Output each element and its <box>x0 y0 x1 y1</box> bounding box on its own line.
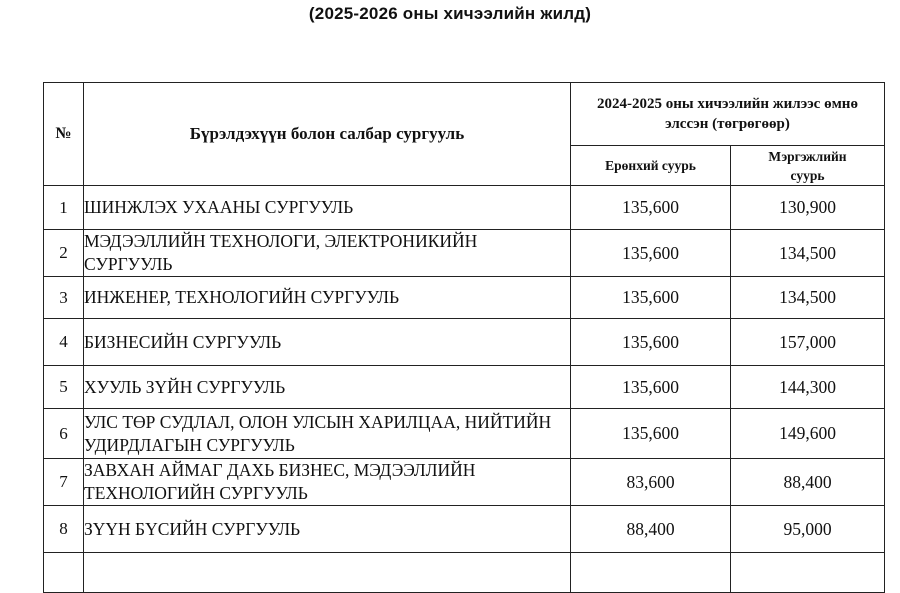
row-school-name: ЗҮҮН БҮСИЙН СУРГУУЛЬ <box>84 506 571 553</box>
row-school-name: БИЗНЕСИЙН СУРГУУЛЬ <box>84 319 571 366</box>
row-professional-fee: 130,900 <box>731 186 885 230</box>
row-school-name: ШИНЖЛЭХ УХААНЫ СУРГУУЛЬ <box>84 186 571 230</box>
row-number: 4 <box>44 319 84 366</box>
row-general-fee: 135,600 <box>571 319 731 366</box>
row-general-fee: 135,600 <box>571 230 731 277</box>
row-professional-fee: 134,500 <box>731 277 885 319</box>
header-fee-group-text: 2024-2025 оны хичээлийн жилээс өмнө элссэн (төгрөгөөр) <box>597 96 858 132</box>
row-professional-fee: 88,400 <box>731 459 885 506</box>
row-number: 1 <box>44 186 84 230</box>
table-row <box>44 186 885 230</box>
table-row-partial <box>44 553 885 593</box>
row-number: 2 <box>44 230 84 277</box>
row-school-name: ИНЖЕНЕР, ТЕХНОЛОГИЙН СУРГУУЛЬ <box>84 277 571 319</box>
row-number: 5 <box>44 366 84 409</box>
header-professional-base-text: Мэргэжлийн суурь <box>768 148 847 183</box>
row-school-name: МЭДЭЭЛЛИЙН ТЕХНОЛОГИ, ЭЛЕКТРОНИКИЙН СУРГУУЛЬ <box>84 230 571 277</box>
row-professional-fee: 144,300 <box>731 366 885 409</box>
table-row <box>44 366 885 409</box>
row-professional-fee: 149,600 <box>731 409 885 459</box>
row-general-fee: 135,600 <box>571 277 731 319</box>
row-professional-fee-cut <box>731 553 885 593</box>
table-row <box>44 459 885 506</box>
header-fee-group <box>571 83 885 146</box>
row-school-name-cut <box>84 553 571 593</box>
row-professional-fee: 134,500 <box>731 230 885 277</box>
row-general-fee: 88,400 <box>571 506 731 553</box>
header-school: Бүрэлдэхүүн болон салбар сургууль <box>84 83 571 186</box>
row-number: 8 <box>44 506 84 553</box>
row-number: 3 <box>44 277 84 319</box>
row-number: 6 <box>44 409 84 459</box>
row-professional-fee: 157,000 <box>731 319 885 366</box>
header-general-base: Ерөнхий суурь <box>571 146 731 186</box>
row-school-name: УЛС ТӨР СУДЛАЛ, ОЛОН УЛСЫН ХАРИЛЦАА, НИЙТИЙН УДИРДЛАГЫН СУРГУУЛЬ <box>84 409 571 459</box>
row-school-name: ХУУЛЬ ЗҮЙН СУРГУУЛЬ <box>84 366 571 409</box>
row-general-fee-cut <box>571 553 731 593</box>
row-general-fee: 135,600 <box>571 366 731 409</box>
tuition-fee-table <box>43 82 885 593</box>
row-general-fee: 83,600 <box>571 459 731 506</box>
row-number: 7 <box>44 459 84 506</box>
table-row <box>44 277 885 319</box>
table-row <box>44 506 885 553</box>
header-number: № <box>44 83 84 186</box>
document-subtitle: (2025-2026 оны хичээлийн жилд) <box>308 4 592 23</box>
table-header-row <box>44 83 885 146</box>
table-row <box>44 319 885 366</box>
row-number-cut <box>44 553 84 593</box>
row-general-fee: 135,600 <box>571 409 731 459</box>
table-row <box>44 409 885 459</box>
table-row <box>44 230 885 277</box>
row-professional-fee: 95,000 <box>731 506 885 553</box>
row-school-name: ЗАВХАН АЙМАГ ДАХЬ БИЗНЕС, МЭДЭЭЛЛИЙН ТЕХНОЛОГИЙН СУРГУУЛЬ <box>84 459 571 506</box>
header-professional-base <box>731 146 885 186</box>
row-general-fee: 135,600 <box>571 186 731 230</box>
